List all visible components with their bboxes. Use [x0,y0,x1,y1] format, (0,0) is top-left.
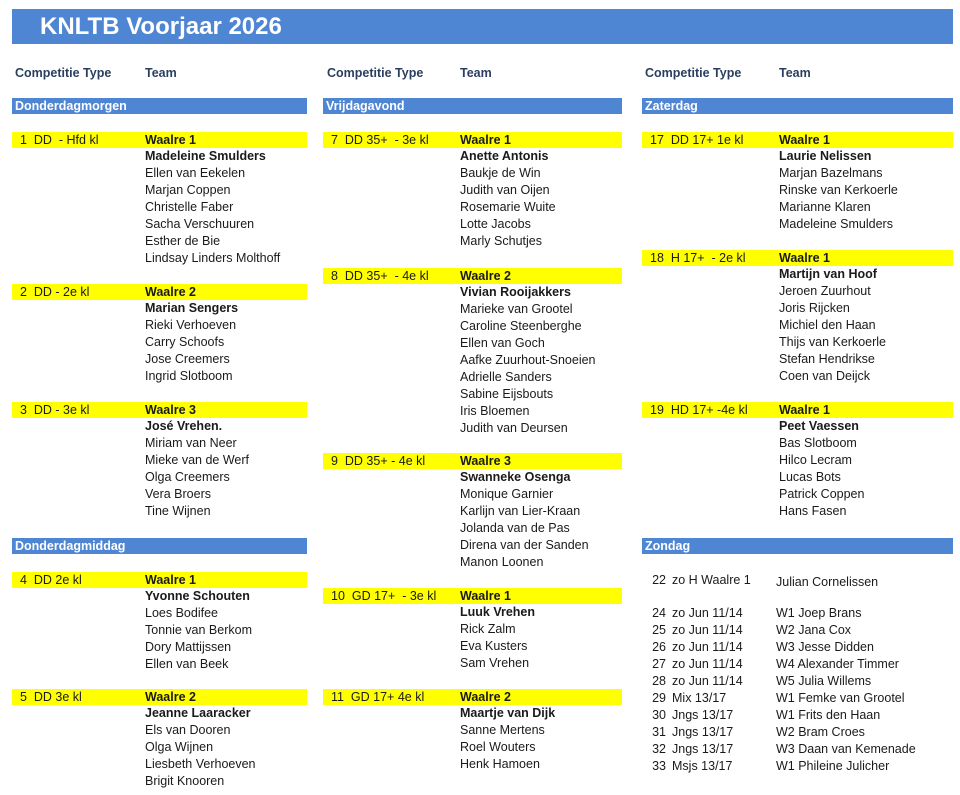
zondag-description: Jngs 13/17 [672,708,734,722]
team-bar-t18 [642,250,953,266]
player-name: Marianne Klaren [779,200,871,214]
zondag-number: 32 [652,742,666,756]
col1-team-header: Team [145,66,177,80]
competitie-type: 5 DD 3e kl [20,690,82,704]
zondag-row [648,707,948,724]
section-donderdagmorgen [12,98,307,114]
player-name: Manon Loonen [460,555,544,569]
team-name: Waalre 2 [145,690,196,704]
zondag-player: W1 Joep Brans [776,606,862,620]
player-name: Ingrid Slotboom [145,369,233,383]
zondag-player: W1 Femke van Grootel [776,691,905,705]
player-name: Aafke Zuurhout-Snoeien [460,353,596,367]
player-name: Lucas Bots [779,470,841,484]
player-name: Rick Zalm [460,622,516,636]
player-name: Esther de Bie [145,234,221,248]
player-name: Madeleine Smulders [779,217,893,231]
player-name: Direna van der Sanden [460,538,589,552]
team-captain: Marian Sengers [145,301,239,315]
player-name: Caroline Steenberghe [460,319,582,333]
col3-competitie-type-header: Competitie Type [645,66,742,80]
player-name: Bas Slotboom [779,436,857,450]
zondag-player: W3 Jesse Didden [776,640,874,654]
zondag-number: 25 [652,623,666,637]
team-captain: Yvonne Schouten [145,589,250,603]
competitie-type: 1 DD - Hfd kl [20,133,99,147]
section-zondag [642,538,953,554]
team-captain: Vivian Rooijakkers [460,285,571,299]
zondag-row [648,605,948,622]
zondag-player: W2 Bram Croes [776,725,865,739]
zondag-row [648,673,948,690]
player-name: Adrielle Sanders [460,370,552,384]
player-name: Ellen van Eekelen [145,166,246,180]
team-captain: Madeleine Smulders [145,149,266,163]
competitie-type: 19 HD 17+ -4e kl [650,403,748,417]
team-name: Waalre 1 [460,589,511,603]
zondag-row [648,741,948,758]
section-label: Donderdagmiddag [15,539,126,553]
player-name: Sanne Mertens [460,723,545,737]
team-bar-t17 [642,132,953,148]
zondag-player: W4 Alexander Timmer [776,657,899,671]
zondag-row [648,622,948,639]
zondag-description: zo Jun 11/14 [672,606,743,620]
player-name: Vera Broers [145,487,212,501]
zondag-description: zo Jun 11/14 [672,674,743,688]
player-name: Rosemarie Wuite [460,200,556,214]
player-name: Christelle Faber [145,200,234,214]
player-name: Jose Creemers [145,352,230,366]
section-label: Zaterdag [645,99,698,113]
team-captain: Luuk Vrehen [460,605,536,619]
player-name: Sam Vrehen [460,656,530,670]
competitie-type: 3 DD - 3e kl [20,403,90,417]
competitie-type: 8 DD 35+ - 4e kl [331,269,429,283]
player-name: Joris Rijcken [779,301,850,315]
competitie-type: 10 GD 17+ - 3e kl [331,589,437,603]
player-name: Marly Schutjes [460,234,542,248]
team-name: Waalre 1 [779,403,830,417]
zondag-row [648,724,948,741]
player-name: Michiel den Haan [779,318,876,332]
team-captain: Maartje van Dijk [460,706,556,720]
zondag-player: W3 Daan van Kemenade [776,742,916,756]
player-name: Olga Creemers [145,470,230,484]
zondag-number: 22 [652,573,666,587]
player-name: Eva Kusters [460,639,528,653]
player-name: Rinske van Kerkoerle [779,183,898,197]
zondag-player: W2 Jana Cox [776,623,852,637]
player-name: Lindsay Linders Molthoff [145,251,281,265]
team-name: Waalre 1 [460,133,511,147]
team-bar-t11 [323,689,622,705]
competitie-type: 9 DD 35+ - 4e kl [331,454,426,468]
col2-competitie-type-header: Competitie Type [327,66,424,80]
player-name: Judith van Oijen [460,183,550,197]
player-name: Hilco Lecram [779,453,852,467]
team-bar-t7 [323,132,622,148]
player-name: Tine Wijnen [145,504,211,518]
zondag-description: Mix 13/17 [672,691,727,705]
player-name: Sacha Verschuuren [145,217,255,231]
player-name: Jeroen Zuurhout [779,284,871,298]
col2-team-header: Team [460,66,492,80]
player-name: Miriam van Neer [145,436,237,450]
player-name: Marjan Bazelmans [779,166,883,180]
player-name: Rieki Verhoeven [145,318,237,332]
title-bar [12,9,953,44]
competitie-type: 2 DD - 2e kl [20,285,90,299]
zondag-description: Jngs 13/17 [672,725,734,739]
player-name: Loes Bodifee [145,606,218,620]
player-name: Marjan Coppen [145,183,231,197]
zondag-number: 33 [652,759,666,773]
player-name: Coen van Deijck [779,369,871,383]
team-bar-t19 [642,402,953,418]
player-name: Carry Schoofs [145,335,225,349]
player-name: Hans Fasen [779,504,847,518]
player-name: Roel Wouters [460,740,536,754]
zondag-number: 24 [652,606,666,620]
competitie-type: 4 DD 2e kl [20,573,82,587]
team-bar-t5 [12,689,307,705]
player-name: Liesbeth Verhoeven [145,757,256,771]
team-captain: Swanneke Osenga [460,470,571,484]
player-name: Sabine Eijsbouts [460,387,554,401]
player-name: Thijs van Kerkoerle [779,335,886,349]
competitie-type: 18 H 17+ - 2e kl [650,251,746,265]
zondag-player: Julian Cornelissen [776,575,879,589]
team-name: Waalre 3 [460,454,511,468]
team-captain: Peet Vaessen [779,419,859,433]
player-name: Marieke van Grootel [460,302,573,316]
zondag-row [648,572,948,589]
zondag-row [648,690,948,707]
player-name: Stefan Hendrikse [779,352,875,366]
team-name: Waalre 1 [779,133,830,147]
team-name: Waalre 1 [779,251,830,265]
section-label: Donderdagmorgen [15,99,127,113]
player-name: Judith van Deursen [460,421,568,435]
competitie-type: 11 GD 17+ 4e kl [331,690,425,704]
zondag-description: zo H Waalre 1 [672,573,751,587]
section-vrijdagavond [323,98,622,114]
player-name: Olga Wijnen [145,740,214,754]
player-name: Tonnie van Berkom [145,623,253,637]
player-name: Iris Bloemen [460,404,530,418]
player-name: Brigit Knooren [145,774,225,788]
team-captain: Anette Antonis [460,149,549,163]
team-name: Waalre 1 [145,573,196,587]
zondag-player: W1 Frits den Haan [776,708,881,722]
team-name: Waalre 2 [460,269,511,283]
zondag-number: 26 [652,640,666,654]
competitie-type: 17 DD 17+ 1e kl [650,133,744,147]
zondag-number: 29 [652,691,666,705]
zondag-number: 28 [652,674,666,688]
zondag-player: W1 Phileine Julicher [776,759,890,773]
team-bar-t3 [12,402,307,418]
competitie-type: 7 DD 35+ - 3e kl [331,133,429,147]
zondag-number: 31 [652,725,666,739]
team-captain: José Vrehen. [145,419,223,433]
team-bar-t8 [323,268,622,284]
team-captain: Laurie Nelissen [779,149,872,163]
zondag-description: Jngs 13/17 [672,742,734,756]
team-bar-t1 [12,132,307,148]
player-name: Els van Dooren [145,723,231,737]
col1-competitie-type-header: Competitie Type [15,66,112,80]
zondag-number: 30 [652,708,666,722]
player-name: Monique Garnier [460,487,554,501]
player-name: Patrick Coppen [779,487,865,501]
team-bar-t2 [12,284,307,300]
section-zaterdag [642,98,953,114]
team-captain: Jeanne Laaracker [145,706,251,720]
player-name: Karlijn van Lier-Kraan [460,504,581,518]
zondag-description: zo Jun 11/14 [672,640,743,654]
team-captain: Martijn van Hoof [779,267,877,281]
page-title: KNLTB Voorjaar 2026 [40,13,282,40]
section-label: Vrijdagavond [326,99,405,113]
zondag-row [648,639,948,656]
player-name: Mieke van de Werf [145,453,249,467]
section-donderdagmiddag [12,538,307,554]
team-name: Waalre 1 [145,133,196,147]
player-name: Lotte Jacobs [460,217,531,231]
col3-team-header: Team [779,66,811,80]
section-label: Zondag [645,539,691,553]
zondag-player: W5 Julia Willems [776,674,872,688]
team-bar-t4 [12,572,307,588]
player-name: Baukje de Win [460,166,541,180]
zondag-description: zo Jun 11/14 [672,657,743,671]
team-name: Waalre 2 [460,690,511,704]
player-name: Ellen van Goch [460,336,545,350]
player-name: Ellen van Beek [145,657,229,671]
team-name: Waalre 2 [145,285,196,299]
zondag-description: Msjs 13/17 [672,759,733,773]
team-bar-t10 [323,588,622,604]
player-name: Dory Mattijssen [145,640,232,654]
zondag-number: 27 [652,657,666,671]
zondag-description: zo Jun 11/14 [672,623,743,637]
zondag-row [648,656,948,673]
team-bar-t9 [323,453,622,469]
team-name: Waalre 3 [145,403,196,417]
player-name: Jolanda van de Pas [460,521,570,535]
player-name: Henk Hamoen [460,757,540,771]
zondag-row [648,758,948,775]
